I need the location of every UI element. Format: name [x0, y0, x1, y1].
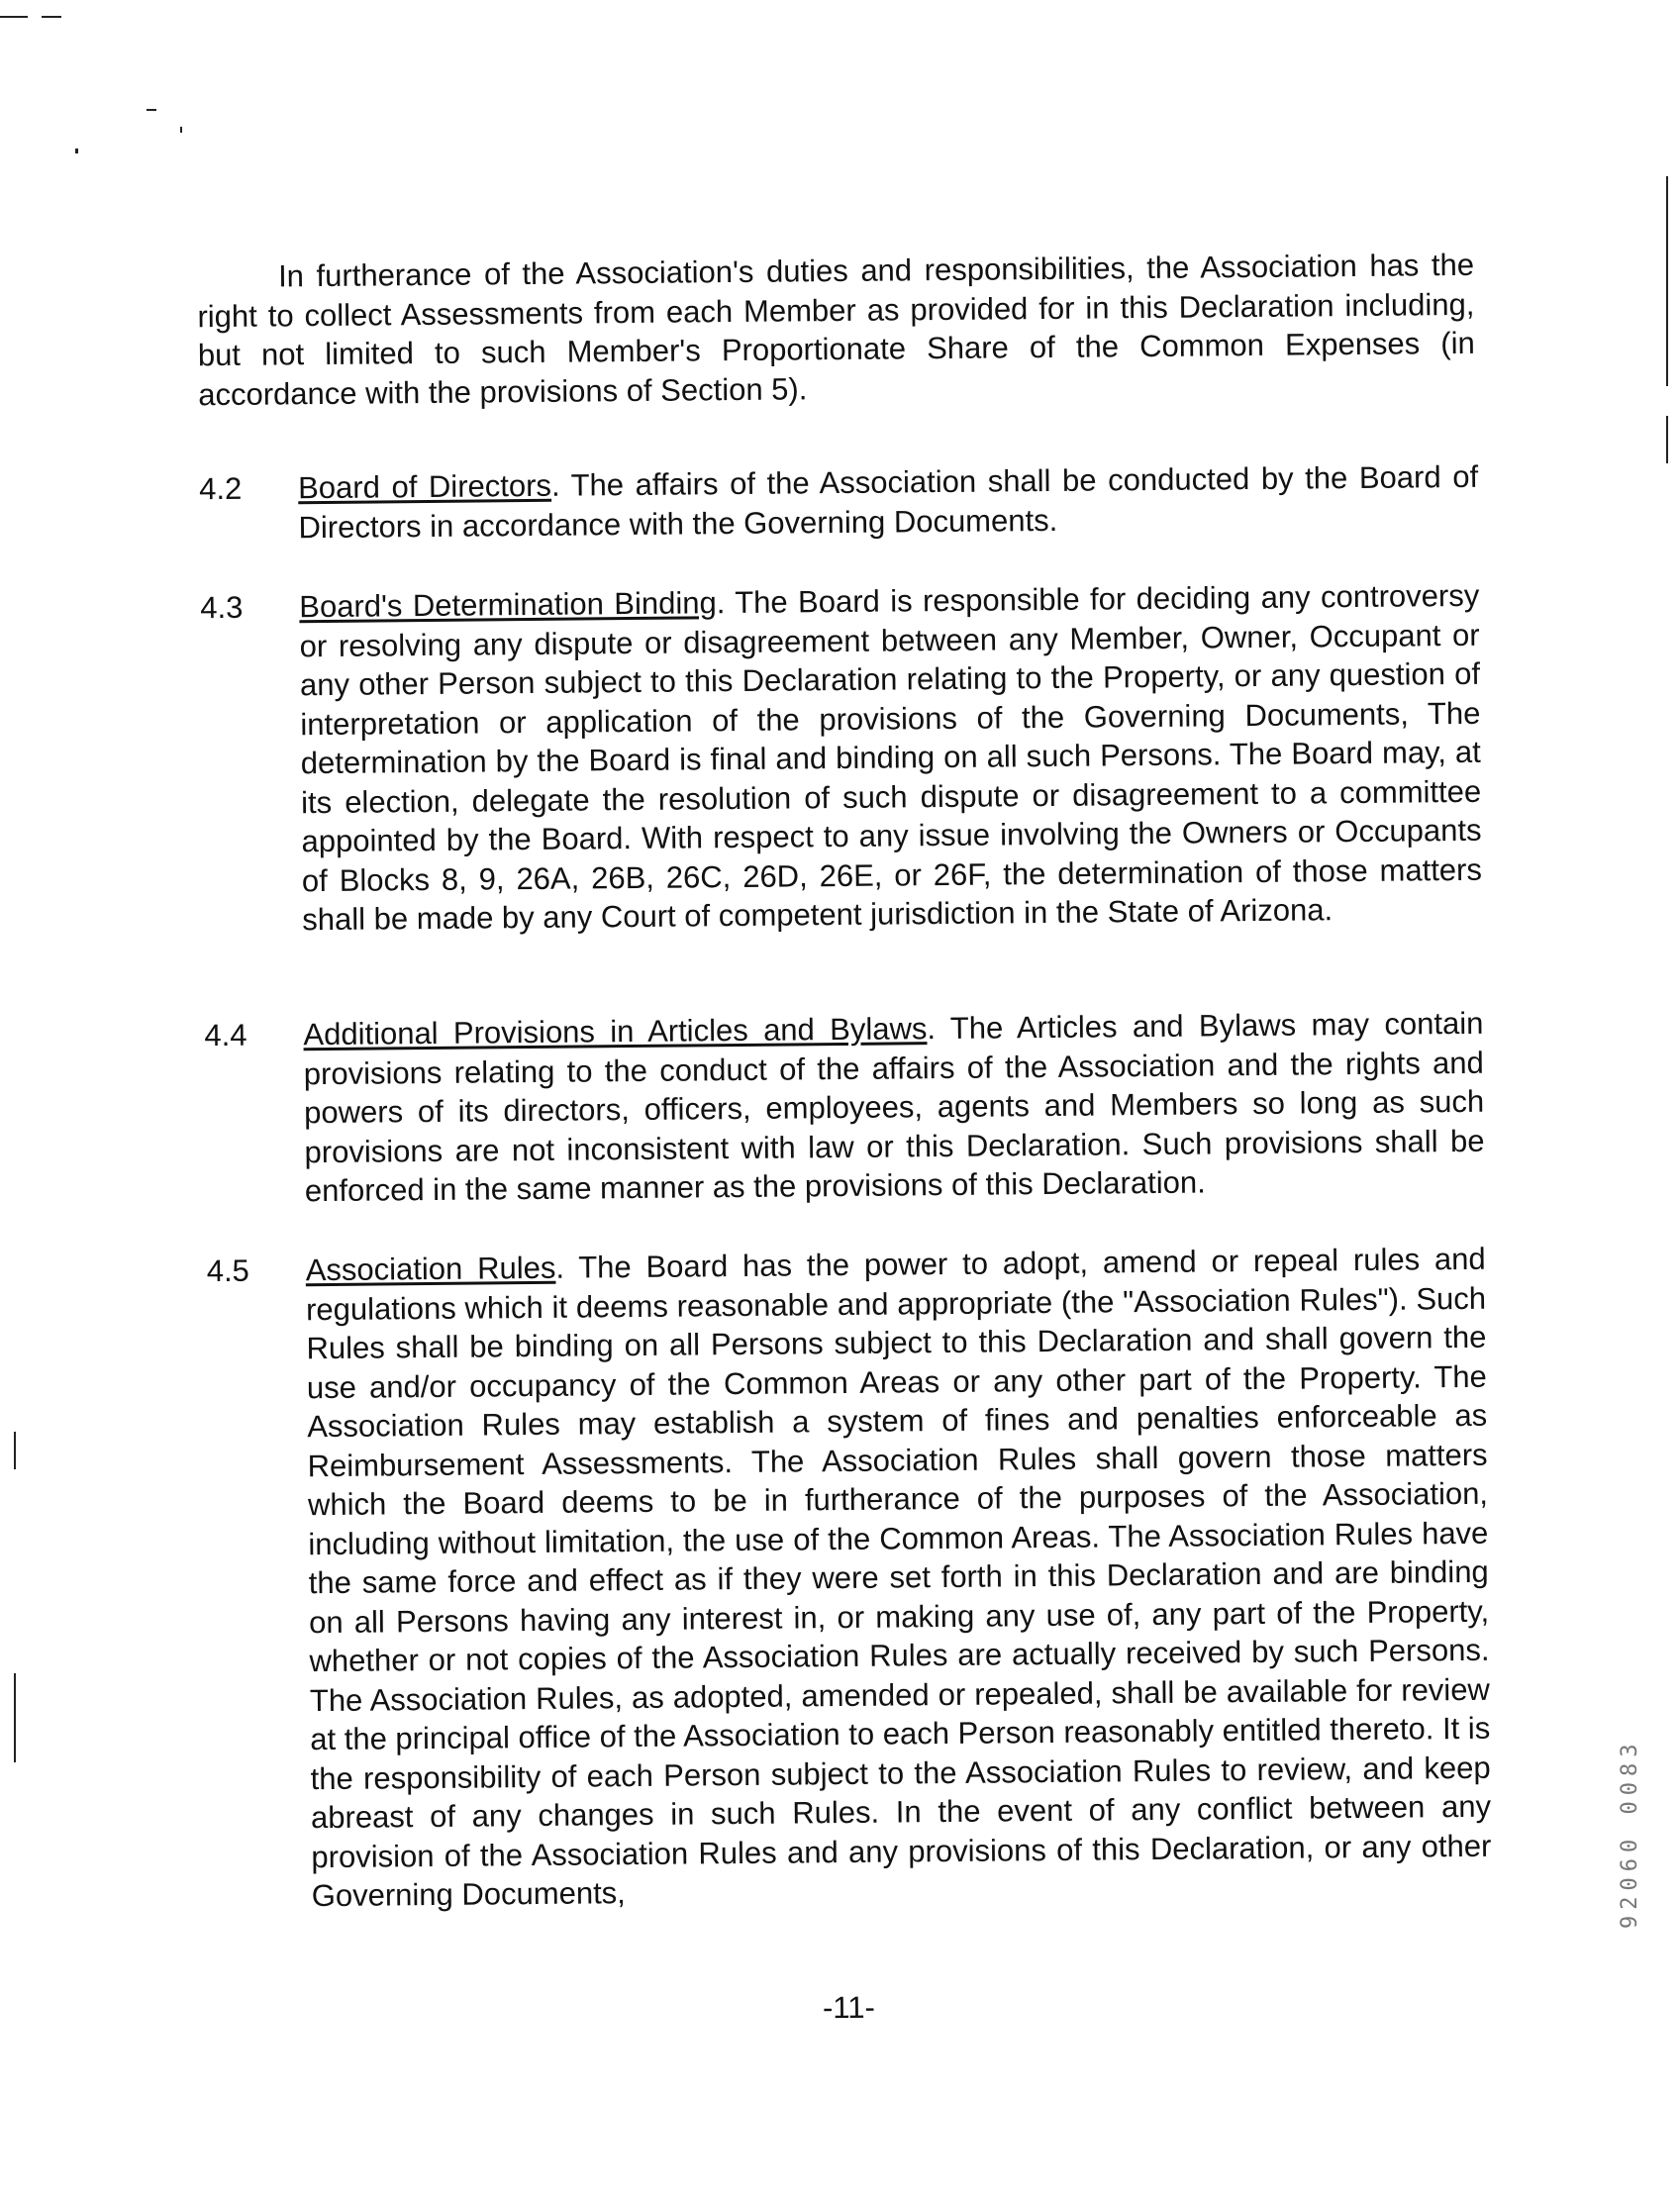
section-heading: Board's Determination Binding [299, 585, 717, 625]
section-number: 4.2 [198, 470, 243, 507]
section-text: . The affairs of the Association shall be conducted by the Board of Directors in accordance with the Governing Documents. [298, 458, 1479, 545]
section-body [299, 576, 1482, 940]
section-4-5 [206, 1240, 1492, 1914]
section-heading: Board of Directors [297, 467, 552, 506]
section-body [298, 457, 1479, 547]
section-4-3 [200, 576, 1483, 938]
section-text: . The Board is responsible for deciding any controversy or resolving any dispute or disagreement between any Member, Owner, Occupant or any other Person subject to this Declaration relating to the Property, or any question of interpretation or application of the provisions of the Governing Documents, The determination by the Board is final and binding on all such Persons. The Board may, at its election, delegate the resolution of such dispute or disagreement to a committee appointed by the Board. With respect to any issue involving the Owners or Occupants of Blocks 8, 9, 26A, 26B, 26C, 26D, 26E, or 26F, the determination of those matters shall be made by any Court of competent jurisdiction in the State of Arizona. [299, 577, 1483, 938]
section-heading: Association Rules [305, 1250, 556, 1288]
section-number: 4.5 [206, 1252, 250, 1289]
intro-paragraph: In furtherance of the Association's duties and responsibilities, the Association has the right to collect Assessments from each Member as provided for in this Declaration including, but not limited to such Member's Proportionate Share of the Common Expenses (in accordance with the provisions of Section 5). [197, 247, 1475, 412]
section-number: 4.4 [204, 1017, 247, 1053]
section-number: 4.3 [200, 589, 244, 626]
section-text: . The Board has the power to adopt, amend or repeal rules and regulations which it deems reasonable and appropriate (the "Association Rules"). Such Rules shall be binding on all Persons subject to this Declaration and shall govern the use and/or occupancy of the Common Areas or any other part of the Property. The Association Rules may establish a system of fines and penalties enforceable as Reimbursement Assessments. The Association Rules shall govern those matters which the Board deems to be in furtherance of the purposes of the Association, including without limitation, the use of the Common Areas. The Association Rules have the same force and effect as if they were set forth in this Declaration and are binding on all Persons having any interest in, or making any use of, any part of the Property, whether or not copies of the Association Rules are actually received by such Persons. The Association Rules, as adopted, amended or repealed, shall be available for review at the principal office of the Association to each Person reasonably entitled thereto. It is the responsibility of each Person subject to the Association Rules to review, and keep abreast of any changes in such Rules. In the event of any conflict between any provision of the Association Rules and any provisions of this Declaration, or any other Governing Documents, [305, 1241, 1492, 1914]
section-body [306, 1240, 1492, 1916]
section-text: . The Articles and Bylaws may contain provisions relating to the conduct of the affairs of the Association and the rights and powers of its directors, officers, employees, agents and Members so long as such provisions are not inconsistent with law or this Declaration. Such provisions shall be enforced in the same manner as the provisions of this Declaration. [303, 1005, 1485, 1209]
document-recording-stamp: 92060 0083 [1618, 1738, 1642, 1929]
section-heading: Additional Provisions in Articles and Bylaws [303, 1011, 928, 1052]
section-body [303, 1004, 1485, 1211]
section-4-2 [198, 457, 1479, 545]
section-4-4 [204, 1004, 1485, 1209]
page-number: -11- [822, 1989, 875, 2026]
